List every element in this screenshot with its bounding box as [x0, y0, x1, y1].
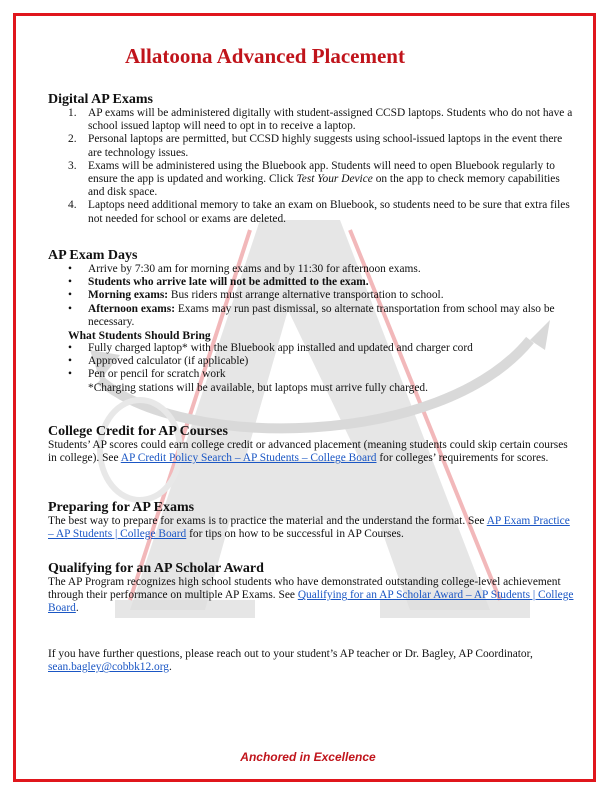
exam-practice-link[interactable]: AP Exam Practice – AP Students | College Board [48, 515, 570, 541]
prep-heading: Preparing for AP Exams [48, 500, 195, 515]
credit-heading: College Credit for AP Courses [48, 424, 228, 439]
list-item: • Afternoon exams: Exams may run past dismissal, so alternate transportation from school may also be necessary. [68, 302, 555, 328]
credit-text: Students’ AP scores could earn college credit or advanced placement (meaning students could skip certain courses in college). See AP Credit Policy Search – AP Students – College Board for colleges’ requirements for scores. [48, 439, 568, 465]
prep-text: The best way to prepare for exams is to practice the material and the understand the format. See AP Exam Practice – AP Students | College Board for tips on how to be successful in AP Courses. [48, 515, 570, 541]
list-item: 2. Personal laptops are permitted, but CCSD highly suggests using school-issued laptops in the event there are technology issues. [68, 133, 563, 159]
scholar-text: The AP Program recognizes high school students who have demonstrated outstanding college-level achievement through their performance on multiple AP Exams. See Qualifying for an AP Scholar Award – AP Students | College Board. [48, 576, 574, 615]
charging-note: *Charging stations will be available, but laptops must arrive fully charged. [88, 381, 428, 394]
days-list [48, 263, 578, 329]
list-item: 4. Laptops need additional memory to take an exam on Bluebook, so students need to be sure that extra files not needed for school or exams are deleted. [68, 199, 570, 225]
contact-section [48, 648, 578, 674]
page-title: Allatoona Advanced Placement [125, 44, 405, 68]
list-item: • Morning exams: Bus riders must arrange alternative transportation to school. [68, 289, 444, 302]
credit-section [48, 424, 578, 465]
bring-heading: What Students Should Bring [68, 329, 211, 343]
digital-list [48, 107, 578, 226]
prep-section [48, 500, 578, 541]
scholar-section [48, 561, 578, 616]
days-section [48, 248, 578, 395]
list-item: • Arrive by 7:30 am for morning exams and by 11:30 for afternoon exams. [68, 263, 421, 275]
bring-list [48, 342, 578, 382]
scholar-heading: Qualifying for an AP Scholar Award [48, 561, 264, 576]
days-heading: AP Exam Days [48, 248, 138, 263]
footer-motto: Anchored in Excellence [240, 750, 376, 764]
scholar-award-link[interactable]: Qualifying for an AP Scholar Award – AP Students | College Board [48, 589, 574, 615]
coordinator-email-link[interactable]: sean.bagley@cobbk12.org [48, 661, 169, 674]
list-item: • Pen or pencil for scratch work [68, 368, 226, 381]
list-item: • Approved calculator (if applicable) [68, 355, 249, 368]
credit-policy-link[interactable]: AP Credit Policy Search – AP Students – College Board [120, 452, 377, 465]
list-item: 3. Exams will be administered using the Bluebook app. Students will need to open Bluebook regularly to ensure the app is updated and working. Click Test Your Device on the app to check memory capabilities and disk space. [68, 159, 560, 199]
digital-heading: Digital AP Exams [48, 92, 154, 107]
list-item: 1. AP exams will be administered digitally with student-assigned CCSD laptops. Students who do not have a school issued laptop will need to opt in to receive a laptop. [68, 107, 573, 133]
digital-section [48, 92, 578, 226]
list-item: • Students who arrive late will not be admitted to the exam. [68, 276, 369, 289]
list-item: • Fully charged laptop* with the Bluebook app installed and updated and charger cord [68, 342, 473, 355]
contact-text: If you have further questions, please reach out to your student’s AP teacher or Dr. Bagley, AP Coordinator, sean.bagley@cobbk12.org. [48, 648, 533, 674]
